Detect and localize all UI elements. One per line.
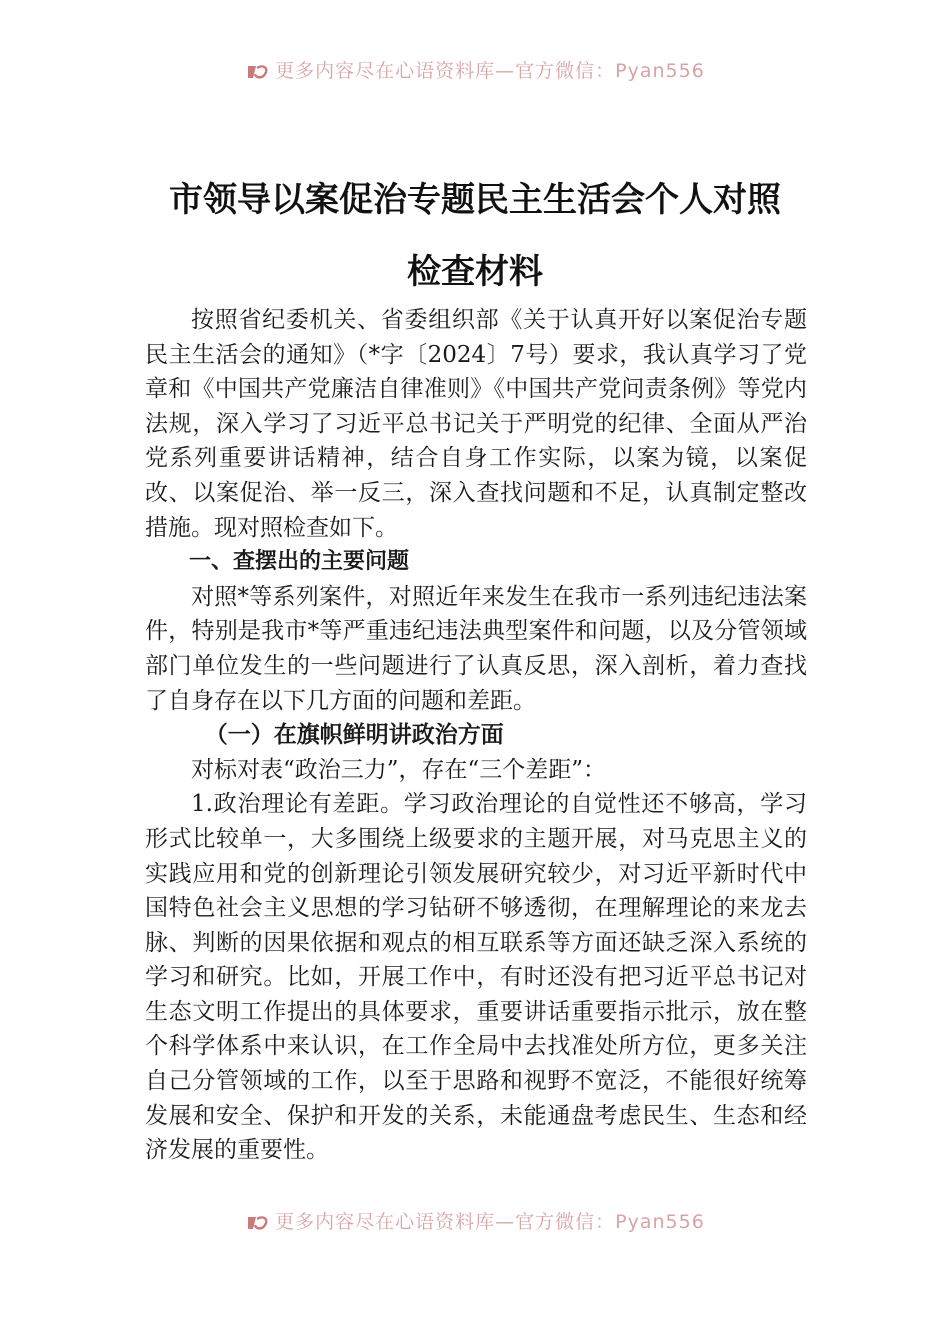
- watermark-header: [0, 56, 950, 83]
- watermark-logo-icon: [245, 62, 271, 82]
- document-title-line-2: 检查材料: [407, 252, 543, 292]
- document-title-line-1: 市领导以案促治专题民主生活会个人对照: [169, 180, 781, 220]
- watermark-logo-icon: [245, 1213, 271, 1233]
- watermark-text: 更多内容尽在心语资料库—官方微信：Pyan556: [275, 1211, 705, 1233]
- intro-paragraph: 按照省纪委机关、省委组织部《关于认真开好以案促治专题民主生活会的通知》（*字〔2024〕7号）要求，我认真学习了党章和《中国共产党廉洁自律准则》《中国共产党问责条例》等党内法规，深入学习了习近平总书记关于严明党的纪律、全面从严治党系列重要讲话精神，结合自身工作实际，以案为镜，以案促改、以案促治、举一反三，深入查找问题和不足，认真制定整改措施。现对照检查如下。: [145, 307, 807, 541]
- item-1-paragraph: 1.政治理论有差距。学习政治理论的自觉性还不够高，学习形式比较单一，大多围绕上级要求的主题开展，对马克思主义的实践应用和党的创新理论引领发展研究较少，对习近平新时代中国特色社会主义思想的学习钻研不够透彻，在理解理论的来龙去脉、判断的因果依据和观点的相互联系等方面还缺乏深入系统的学习和研究。比如，开展工作中，有时还没有把习近平总书记对生态文明工作提出的具体要求，重要讲话重要指示批示，放在整个科学体系中来认识，在工作全局中去找准处所方位，更多关注自己分管领域的工作，以至于思路和视野不宽泛，不能很好统筹发展和安全、保护和开发的关系，未能通盘考虑民生、生态和经济发展的重要性。: [145, 791, 807, 1164]
- subsection-intro-paragraph: 对标对表“政治三力”，存在“三个差距”：: [191, 756, 607, 783]
- section-heading-1: 一、查摆出的主要问题: [189, 549, 410, 575]
- subsection-heading-1: （一）在旗帜鲜明讲政治方面: [204, 721, 504, 749]
- watermark-text: 更多内容尽在心语资料库—官方微信：Pyan556: [275, 60, 705, 82]
- document-body: [145, 303, 807, 1168]
- watermark-footer: [0, 1207, 950, 1234]
- section-1-paragraph: 对照*等系列案件，对照近年来发生在我市一系列违纪违法案件，特别是我市*等严重违纪违法典型案件和问题，以及分管领域部门单位发生的一些问题进行了认真反思，深入剖析，着力查找了自身存在以下几方面的问题和差距。: [145, 583, 807, 714]
